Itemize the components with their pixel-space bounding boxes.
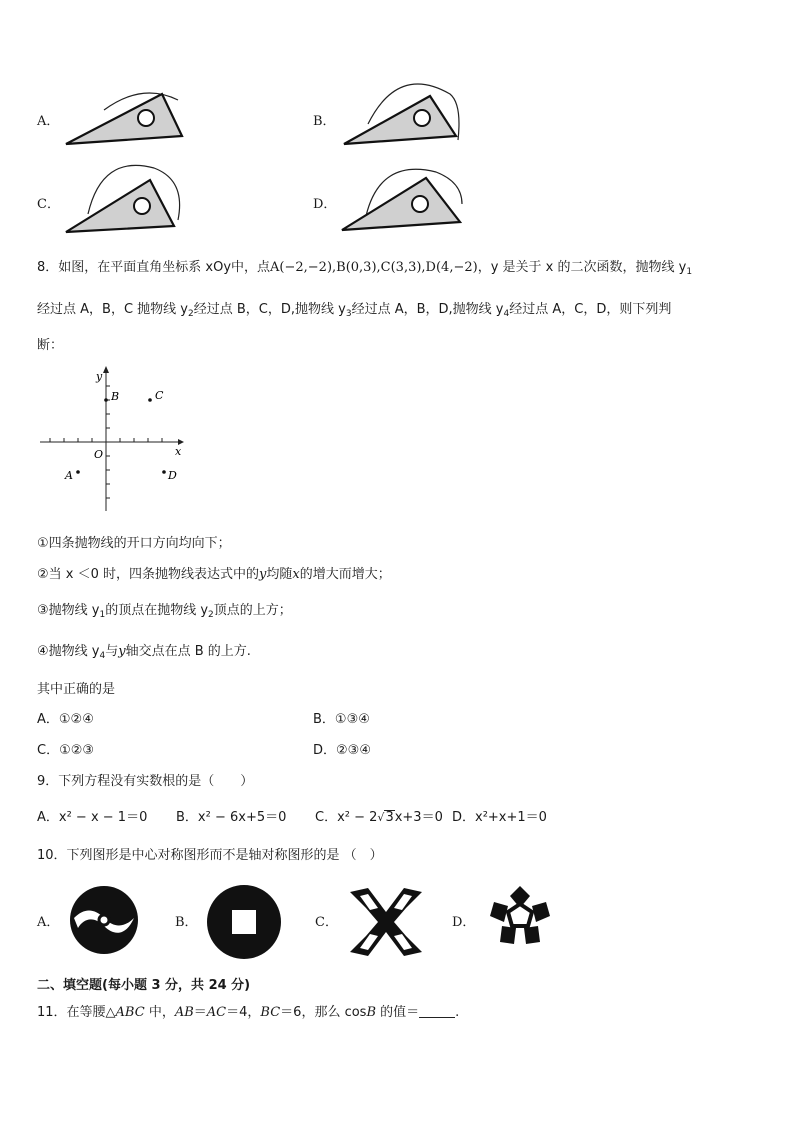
- q8-line2-part1: 经过点 A，B，C 抛物线 y: [37, 302, 188, 317]
- q7-option-b-label: B．: [313, 114, 336, 129]
- point-a-label: A: [65, 469, 73, 482]
- q11-eq1: ＝: [193, 1005, 207, 1020]
- q7-option-a-figure: [62, 88, 187, 150]
- point-b-dot: [104, 398, 108, 402]
- q9-option-b[interactable]: B．x² − 6x+5＝0: [176, 810, 287, 825]
- point-b-label: B: [111, 390, 120, 403]
- q8-statement-3: ③抛物线 $y_1$的顶点在抛物线 $y_2$顶点的上方；: [37, 603, 292, 620]
- q9-c-pre: C．x² − 2: [315, 810, 378, 825]
- q7-option-d-figure: [338, 164, 468, 236]
- section2-title: 二、填空题(每小题 3 分，共 24 分): [37, 978, 251, 993]
- q11-triangle: ABC: [115, 1005, 145, 1020]
- point-a-dot: [76, 470, 80, 474]
- q11-eq3: ＝6，那么 cos: [280, 1005, 367, 1020]
- q10-stem: 10．下列图形是中心对称图形而不是轴对称图形的是 （ ）: [37, 848, 383, 863]
- point-c-label: C: [155, 389, 164, 402]
- s4-part-b: 与: [105, 644, 119, 659]
- q9-c-post: x+3＝0: [394, 810, 443, 825]
- q9-c-radicand: 3: [385, 810, 394, 825]
- q11-pre: 11．在等腰△: [37, 1005, 116, 1020]
- point-d-dot: [162, 470, 166, 474]
- q11-text: [37, 1001, 459, 1020]
- q11-end: .: [455, 1005, 460, 1020]
- s4-part-c: y: [118, 644, 126, 659]
- s2-part-b: y: [259, 567, 267, 582]
- q11-bc: BC: [260, 1005, 281, 1020]
- q7-option-c-label: C．: [37, 197, 60, 212]
- q9-option-a[interactable]: A．x² − x − 1＝0: [37, 810, 148, 825]
- s2-part-c: 均随: [266, 567, 293, 582]
- q7-option-d-label: D．: [313, 197, 337, 212]
- q8-option-b[interactable]: B．①③④: [313, 712, 370, 727]
- q7-option-b-figure: [338, 84, 468, 150]
- q8-statement-2: [37, 563, 391, 582]
- q8-stem-line1: 8．如图，在平面直角坐标系 xOy中，点A(−2,−2),B(0,3),C(3,3),D(4,−2)，y 是关于 x 的二次函数，抛物线 $y_1$: [37, 260, 693, 277]
- q8-option-c[interactable]: C．①②③: [37, 743, 95, 758]
- q7-option-c-figure: [62, 164, 187, 236]
- q8-ask: 其中正确的是: [37, 682, 116, 697]
- q8-stem-suffix: ，y 是关于 x 的二次函数，抛物线 y: [477, 260, 687, 275]
- q7-option-a-label: A．: [37, 114, 60, 129]
- q8-stem-line2: 经过点 A，B，C 抛物线 $y_2$经过点 B，C，D,抛物线 $y_3$经过点 A，B，D,抛物线 $y_4$经过点 A，C，D，则下列判: [37, 302, 672, 319]
- s2-part-d: x: [292, 567, 300, 582]
- s2-part-e: 的增大而增大；: [299, 567, 391, 582]
- q8-option-d[interactable]: D．②③④: [313, 743, 371, 758]
- s4-part-d: 轴交点在点 B 的上方.: [125, 644, 251, 659]
- q8-statement-1: ①四条抛物线的开口方向均向下；: [37, 536, 231, 551]
- q11-eq2: ＝4，: [226, 1005, 261, 1020]
- q10-option-c-label: C．: [315, 915, 338, 930]
- q10-option-b-figure[interactable]: [206, 884, 282, 960]
- s3-part-a: ③抛物线 y: [37, 603, 100, 618]
- q8-stem-line3: 断：: [37, 338, 64, 353]
- q8-statement-4: ④抛物线 $y_4$与y轴交点在点 B 的上方.: [37, 644, 251, 661]
- axis-x-label: x: [175, 445, 182, 458]
- s3-part-b: 的顶点在抛物线 y: [105, 603, 209, 618]
- point-d-label: D: [168, 469, 177, 482]
- q10-option-b-label: B．: [175, 915, 198, 930]
- point-c-dot: [148, 398, 152, 402]
- q11-ac: AC: [206, 1005, 227, 1020]
- q8-line2-part3: 经过点 A，B，D,抛物线 y: [351, 302, 504, 317]
- q8-coordinate-graph: [38, 366, 188, 514]
- q9-option-d[interactable]: D．x²+x+1＝0: [452, 810, 547, 825]
- q10-option-d-figure[interactable]: [484, 882, 556, 954]
- s3-part-c: 顶点的上方；: [213, 603, 292, 618]
- axis-y-label: y: [96, 370, 103, 383]
- q9-option-c[interactable]: C．x² − 2√3x+3＝0: [315, 810, 443, 825]
- q11-ab: AB: [174, 1005, 194, 1020]
- q9-stem: 9．下列方程没有实数根的是（ ）: [37, 774, 254, 789]
- q10-option-c-figure[interactable]: [346, 886, 426, 958]
- origin-label: O: [94, 448, 104, 461]
- q11-mid: 中，: [144, 1005, 175, 1020]
- s2-part-a: ②当 x ＜0 时，四条抛物线表达式中的: [37, 567, 260, 582]
- q8-option-a[interactable]: A．①②④: [37, 712, 94, 727]
- s4-part-a: ④抛物线 y: [37, 644, 100, 659]
- q8-points: A(−2,−2),B(0,3),C(3,3),D(4,−2): [270, 260, 478, 275]
- q11-eq4: 的值＝: [376, 1005, 420, 1020]
- q8-stem-prefix: 8．如图，在平面直角坐标系 xOy中，点: [37, 260, 271, 275]
- q8-line2-part2: 经过点 B，C，D,抛物线 y: [193, 302, 346, 317]
- q10-option-d-label: D．: [452, 915, 476, 930]
- q11-b: B: [366, 1005, 377, 1020]
- q11-answer-blank[interactable]: [419, 1006, 455, 1018]
- q10-option-a-figure[interactable]: [68, 884, 140, 956]
- q10-option-a-label: A．: [37, 915, 60, 930]
- q8-line2-part4: 经过点 A，C，D，则下列判: [509, 302, 672, 317]
